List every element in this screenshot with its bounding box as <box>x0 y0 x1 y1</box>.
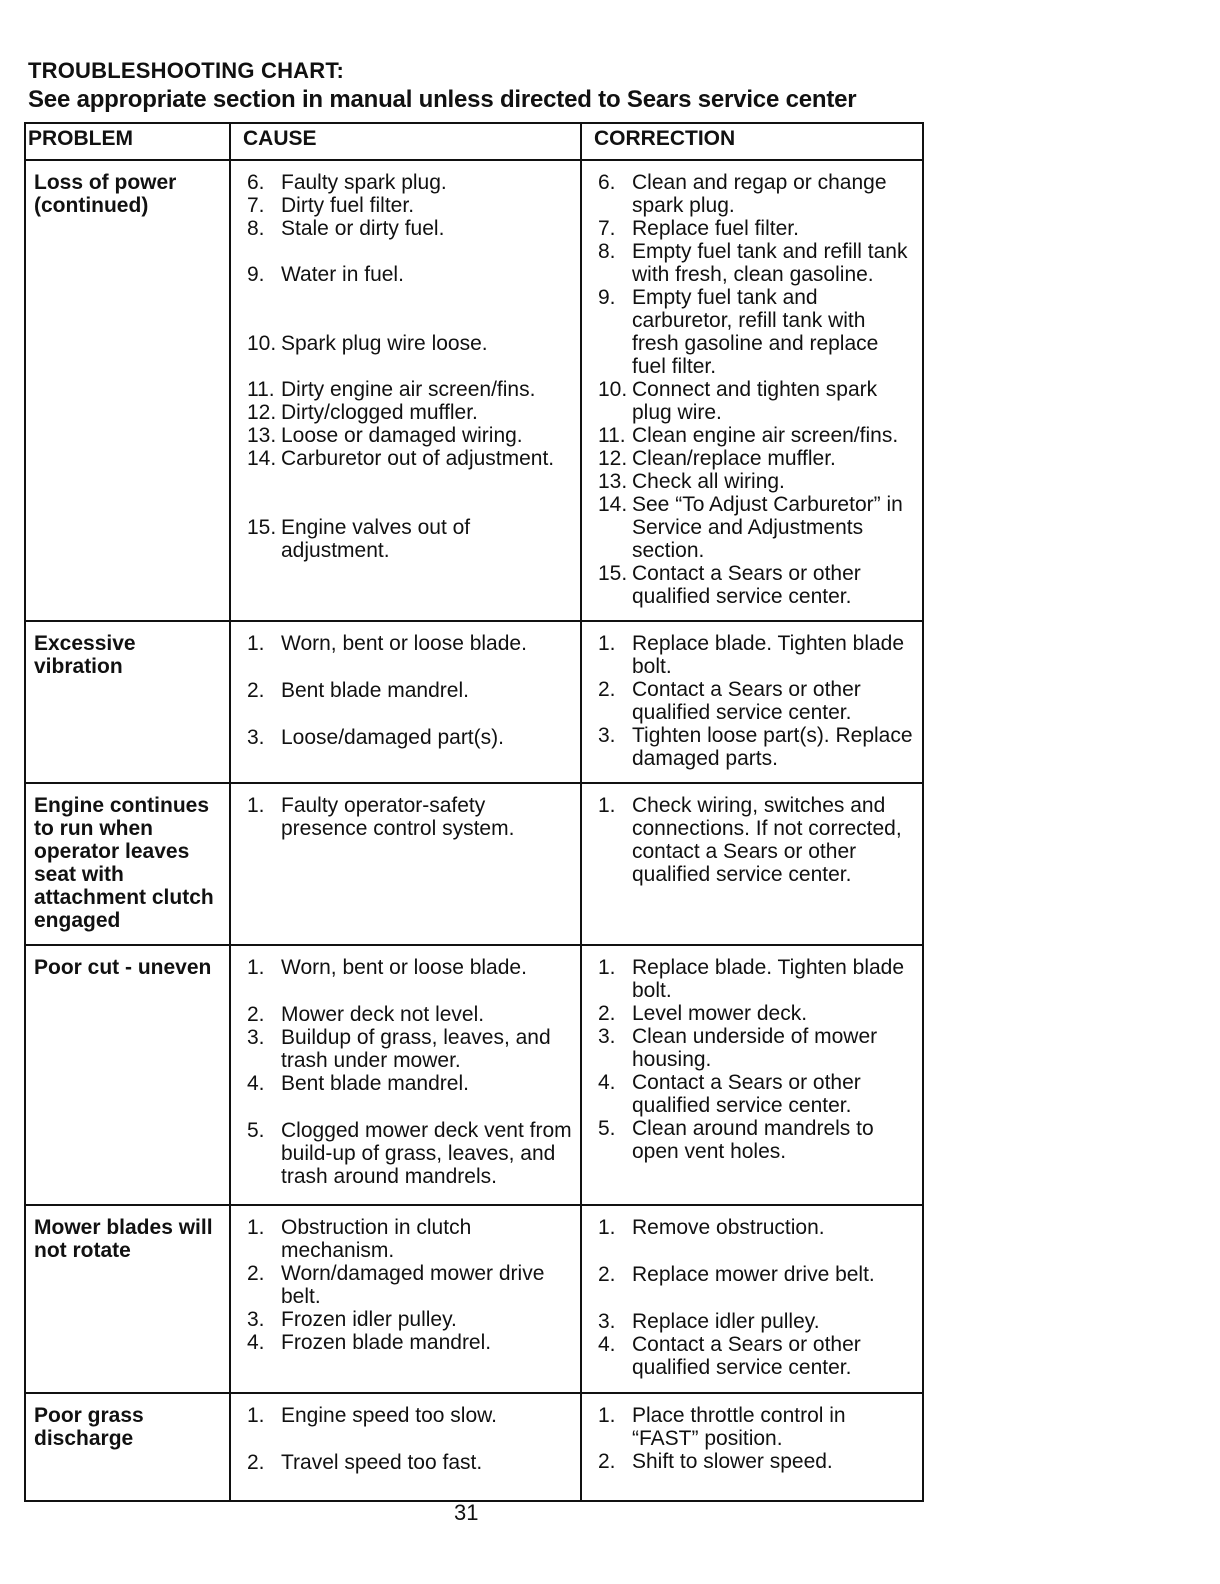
correction-item <box>598 678 916 724</box>
item-text: Empty fuel tank and refill tank with fresh, clean gasoline. <box>632 240 908 286</box>
item-number: 3. <box>598 1310 616 1333</box>
item-number: 3. <box>247 1308 265 1331</box>
correction-item <box>598 1025 916 1071</box>
item-number: 1. <box>598 1216 616 1239</box>
item-text: Worn, bent or loose blade. <box>281 956 527 979</box>
item-number: 3. <box>247 726 265 749</box>
cause-item <box>247 424 574 447</box>
item-number: 1. <box>247 632 265 655</box>
correction-cell <box>581 945 923 1205</box>
cause-item <box>247 263 574 286</box>
table-row <box>25 945 923 1205</box>
correction-item <box>598 956 916 1002</box>
table-row <box>25 621 923 783</box>
item-text: Replace blade. Tighten blade bolt. <box>632 632 905 678</box>
item-number: 3. <box>598 1025 616 1048</box>
item-number: 10. <box>247 332 277 355</box>
correction-item <box>598 1216 916 1239</box>
item-text: Stale or dirty fuel. <box>281 217 445 240</box>
correction-item <box>598 724 916 770</box>
item-text: Clean/replace muffler. <box>632 447 836 470</box>
item-text: Clean engine air screen/fins. <box>632 424 899 447</box>
item-number: 12. <box>598 447 628 470</box>
item-number: 11. <box>247 378 275 401</box>
cause-item <box>247 956 574 979</box>
cause-item <box>247 794 574 840</box>
correction-item <box>598 794 916 886</box>
item-number: 4. <box>247 1331 265 1354</box>
item-number: 1. <box>247 1216 265 1239</box>
item-text: Check all wiring. <box>632 470 785 493</box>
correction-item <box>598 171 916 217</box>
item-text: Contact a Sears or other qualified service center. <box>632 562 861 608</box>
cause-item <box>247 1003 574 1026</box>
item-number: 15. <box>598 562 628 585</box>
correction-item <box>598 1071 916 1117</box>
item-number: 4. <box>598 1333 616 1356</box>
cause-cell <box>230 160 581 621</box>
item-text: Replace idler pulley. <box>632 1310 820 1333</box>
item-number: 2. <box>247 1451 265 1474</box>
cause-cell <box>230 945 581 1205</box>
item-number: 4. <box>598 1071 616 1094</box>
correction-item <box>598 217 916 240</box>
item-number: 3. <box>247 1026 265 1049</box>
cause-item <box>247 1026 574 1072</box>
item-number: 2. <box>598 678 616 701</box>
correction-item <box>598 240 916 286</box>
correction-cell <box>581 1393 923 1501</box>
troubleshooting-table <box>24 122 924 1502</box>
item-text: Mower deck not level. <box>281 1003 485 1026</box>
correction-item <box>598 1450 916 1473</box>
item-text: Connect and tighten spark plug wire. <box>632 378 878 424</box>
item-text: Buildup of grass, leaves, and trash under mower. <box>281 1026 551 1072</box>
problem-cell: Loss of power (continued) <box>25 160 230 621</box>
item-number: 10. <box>598 378 628 401</box>
problem-cell: Poor cut - uneven <box>25 945 230 1205</box>
item-number: 14. <box>247 447 277 470</box>
correction-item <box>598 470 916 493</box>
item-number: 2. <box>247 1262 265 1285</box>
item-text: Tighten loose part(s). Replace damaged parts. <box>632 724 913 770</box>
cause-item <box>247 679 574 702</box>
item-number: 1. <box>247 956 265 979</box>
correction-item <box>598 1117 916 1163</box>
item-text: Clean underside of mower housing. <box>632 1025 878 1071</box>
item-number: 1. <box>247 794 265 817</box>
cause-item <box>247 726 574 749</box>
item-number: 6. <box>247 171 265 194</box>
item-number: 1. <box>598 794 616 817</box>
cause-item <box>247 217 574 240</box>
item-number: 5. <box>247 1119 265 1142</box>
item-text: See “To Adjust Carburetor” in Service and Adjustments section. <box>632 493 903 562</box>
item-number: 8. <box>598 240 616 263</box>
item-text: Frozen idler pulley. <box>281 1308 457 1331</box>
item-text: Engine valves out of adjustment. <box>281 516 471 562</box>
cause-item <box>247 1308 574 1331</box>
chart-title: TROUBLESHOOTING CHART: <box>28 58 345 83</box>
item-text: Replace mower drive belt. <box>632 1263 875 1286</box>
item-number: 3. <box>598 724 616 747</box>
cause-item <box>247 401 574 424</box>
item-text: Water in fuel. <box>281 263 404 286</box>
table-row <box>25 160 923 621</box>
correction-cell <box>581 621 923 783</box>
item-number: 2. <box>247 679 265 702</box>
table-body <box>25 160 923 1501</box>
item-text: Obstruction in clutch mechanism. <box>281 1216 472 1262</box>
cause-item <box>247 1119 574 1188</box>
cause-item <box>247 516 574 562</box>
item-text: Faulty operator-safety presence control system. <box>281 794 515 840</box>
problem-cell: Mower blades will not rotate <box>25 1205 230 1393</box>
table-row <box>25 783 923 945</box>
cause-item <box>247 1262 574 1308</box>
item-number: 1. <box>598 956 616 979</box>
cause-item <box>247 378 574 401</box>
problem-cell: Engine continues to run when operator leaves seat with attachment clutch engaged <box>25 783 230 945</box>
correction-cell <box>581 1205 923 1393</box>
correction-cell <box>581 783 923 945</box>
table-row <box>25 1205 923 1393</box>
item-number: 4. <box>247 1072 265 1095</box>
item-number: 9. <box>247 263 265 286</box>
cause-item <box>247 1216 574 1262</box>
correction-item <box>598 1263 916 1286</box>
item-text: Faulty spark plug. <box>281 171 447 194</box>
correction-item <box>598 1404 916 1450</box>
table-row <box>25 1393 923 1501</box>
cause-item <box>247 1404 574 1427</box>
item-text: Worn, bent or loose blade. <box>281 632 527 655</box>
correction-item <box>598 1310 916 1333</box>
column-header-cause: CAUSE <box>230 123 581 160</box>
correction-item <box>598 632 916 678</box>
item-number: 8. <box>247 217 265 240</box>
item-text: Remove obstruction. <box>632 1216 825 1239</box>
item-text: Clogged mower deck vent from build-up of grass, leaves, and trash around mandrels. <box>281 1119 572 1188</box>
chart-subtitle: See appropriate section in manual unless directed to Sears service center <box>28 86 857 113</box>
column-header-correction: CORRECTION <box>581 123 923 160</box>
item-text: Contact a Sears or other qualified service center. <box>632 1071 861 1117</box>
cause-cell <box>230 783 581 945</box>
item-text: Contact a Sears or other qualified service center. <box>632 1333 861 1379</box>
item-number: 7. <box>598 217 616 240</box>
item-text: Frozen blade mandrel. <box>281 1331 492 1354</box>
item-text: Replace fuel filter. <box>632 217 799 240</box>
cause-cell <box>230 1205 581 1393</box>
item-number: 11. <box>598 424 626 447</box>
cause-item <box>247 632 574 655</box>
item-number: 2. <box>598 1450 616 1473</box>
item-text: Worn/damaged mower drive belt. <box>281 1262 545 1308</box>
problem-cell: Poor grass discharge <box>25 1393 230 1501</box>
item-number: 1. <box>598 1404 616 1427</box>
cause-item <box>247 1451 574 1474</box>
item-text: Place throttle control in “FAST” position. <box>632 1404 846 1450</box>
correction-cell <box>581 160 923 621</box>
item-text: Shift to slower speed. <box>632 1450 833 1473</box>
item-text: Empty fuel tank and carburetor, refill tank with fresh gasoline and replace fuel filter. <box>632 286 879 378</box>
item-number: 1. <box>247 1404 265 1427</box>
cause-item <box>247 447 574 470</box>
item-number: 1. <box>598 632 616 655</box>
item-text: Clean around mandrels to open vent holes. <box>632 1117 874 1163</box>
cause-item <box>247 1331 574 1354</box>
correction-item <box>598 562 916 608</box>
item-text: Bent blade mandrel. <box>281 1072 469 1095</box>
item-text: Loose or damaged wiring. <box>281 424 523 447</box>
item-text: Loose/damaged part(s). <box>281 726 504 749</box>
header-row <box>25 123 923 160</box>
correction-item <box>598 493 916 562</box>
item-number: 13. <box>247 424 277 447</box>
item-text: Carburetor out of adjustment. <box>281 447 555 470</box>
item-number: 2. <box>598 1002 616 1025</box>
page-number: 31 <box>454 1500 479 1525</box>
item-text: Replace blade. Tighten blade bolt. <box>632 956 905 1002</box>
problem-cell: Excessive vibration <box>25 621 230 783</box>
item-number: 9. <box>598 286 616 309</box>
item-number: 13. <box>598 470 628 493</box>
item-text: Contact a Sears or other qualified service center. <box>632 678 861 724</box>
item-text: Bent blade mandrel. <box>281 679 469 702</box>
item-number: 6. <box>598 171 616 194</box>
column-header-problem: PROBLEM <box>25 123 230 160</box>
item-text: Dirty/clogged muffler. <box>281 401 478 424</box>
correction-item <box>598 286 916 378</box>
item-text: Clean and regap or change spark plug. <box>632 171 887 217</box>
item-text: Level mower deck. <box>632 1002 808 1025</box>
item-text: Check wiring, switches and connections. If not corrected, contact a Sears or other qualified service center. <box>632 794 902 886</box>
item-number: 5. <box>598 1117 616 1140</box>
cause-item <box>247 332 574 355</box>
correction-item <box>598 378 916 424</box>
item-text: Spark plug wire loose. <box>281 332 488 355</box>
cause-cell <box>230 621 581 783</box>
cause-item <box>247 194 574 217</box>
item-text: Engine speed too slow. <box>281 1404 497 1427</box>
correction-item <box>598 447 916 470</box>
item-number: 2. <box>598 1263 616 1286</box>
cause-cell <box>230 1393 581 1501</box>
cause-item <box>247 1072 574 1095</box>
item-number: 2. <box>247 1003 265 1026</box>
cause-item <box>247 171 574 194</box>
item-text: Dirty engine air screen/fins. <box>281 378 536 401</box>
item-number: 12. <box>247 401 277 424</box>
item-number: 14. <box>598 493 628 516</box>
item-number: 15. <box>247 516 277 539</box>
item-number: 7. <box>247 194 265 217</box>
correction-item <box>598 1002 916 1025</box>
correction-item <box>598 424 916 447</box>
item-text: Travel speed too fast. <box>281 1451 483 1474</box>
correction-item <box>598 1333 916 1379</box>
item-text: Dirty fuel filter. <box>281 194 415 217</box>
